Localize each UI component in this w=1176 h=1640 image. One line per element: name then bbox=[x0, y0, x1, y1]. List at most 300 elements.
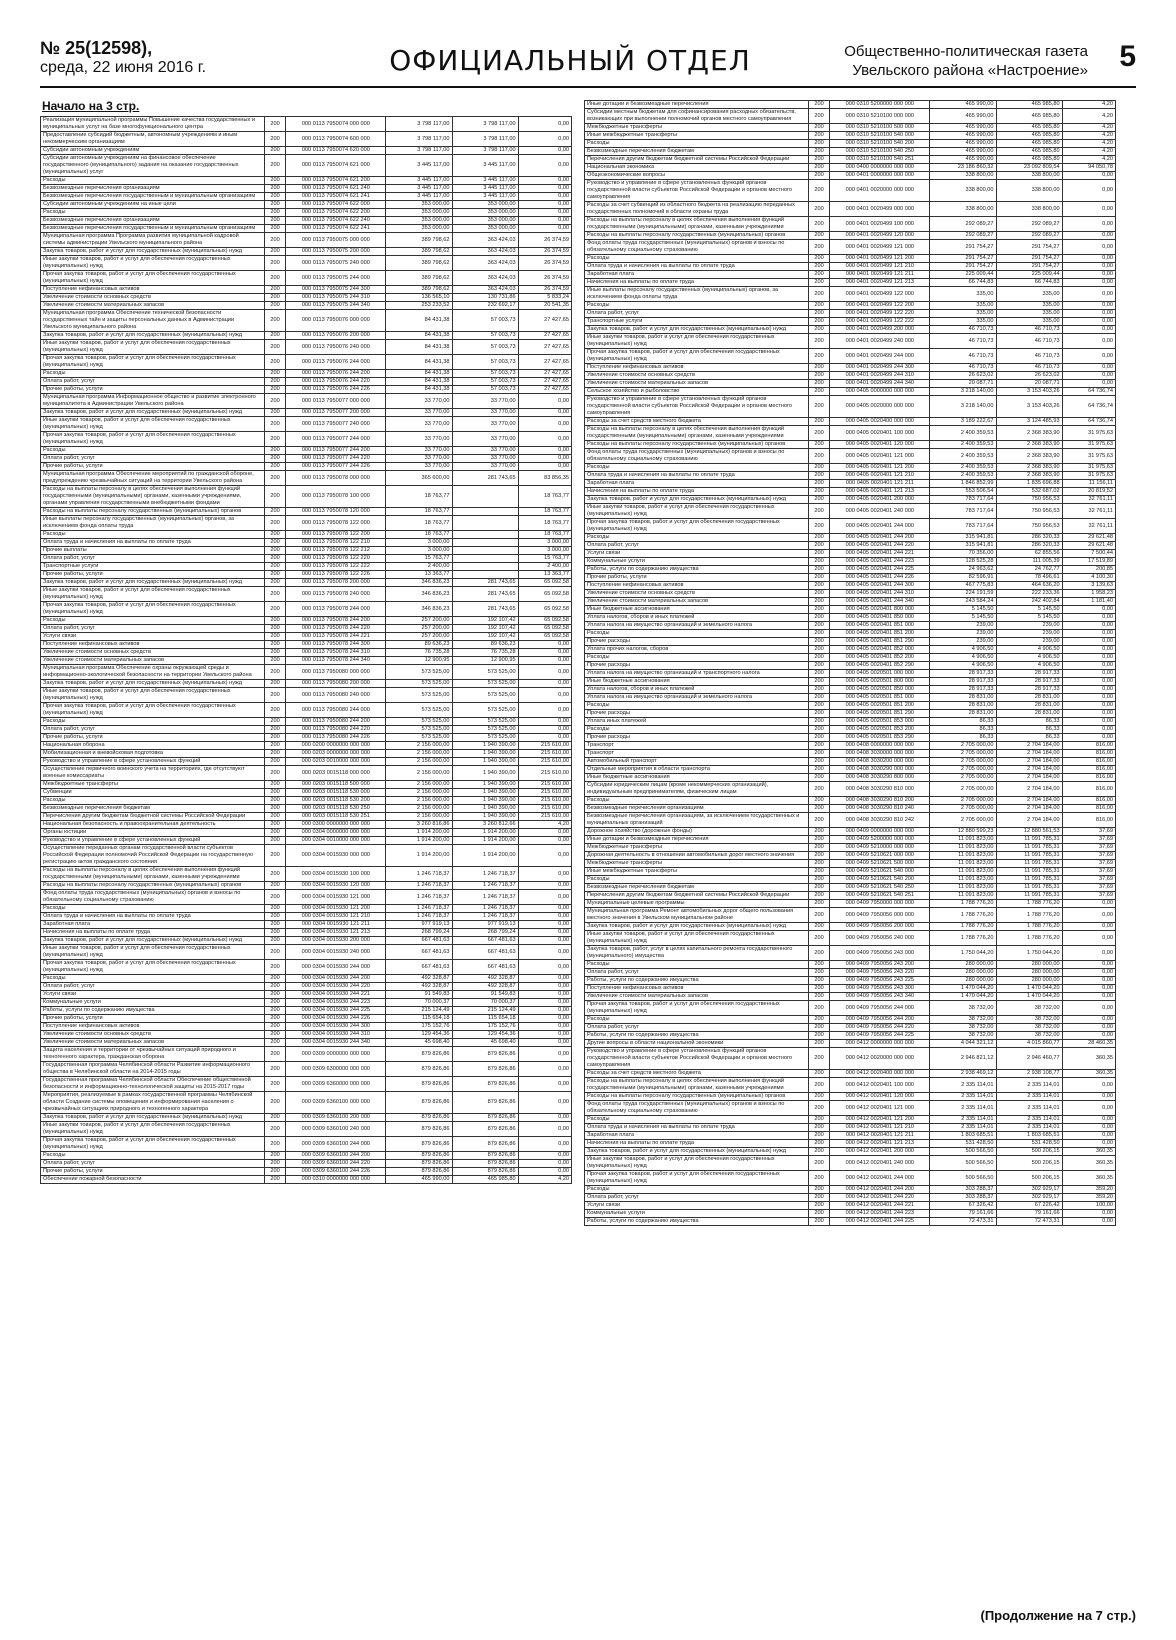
row-approved-cell: 3 000,00 bbox=[386, 547, 452, 555]
table-row bbox=[585, 279, 1116, 287]
budget-table-left bbox=[40, 116, 572, 1184]
row-approved-cell: 128 525,28 bbox=[930, 558, 996, 566]
row-line-code-cell: 200 bbox=[264, 225, 285, 233]
row-approved-cell: 500 566,50 bbox=[930, 1156, 996, 1171]
row-executed-cell: 1 788 776,20 bbox=[996, 931, 1062, 946]
table-row bbox=[585, 678, 1116, 686]
row-approved-cell: 2 400,00 bbox=[386, 563, 452, 571]
row-budget-code-cell: 000 0405 0020401 244 000 bbox=[830, 519, 930, 534]
table-row bbox=[585, 694, 1116, 702]
table-row bbox=[585, 614, 1116, 622]
row-approved-cell: 573 525,00 bbox=[386, 734, 452, 742]
row-executed-cell: 2 335 114,01 bbox=[996, 1101, 1062, 1116]
row-executed-cell: 11 091 785,31 bbox=[996, 892, 1062, 900]
table-row bbox=[41, 547, 572, 555]
row-approved-cell: 2 156 000,00 bbox=[386, 805, 452, 813]
row-budget-code-cell: 000 0401 0020499 120 000 bbox=[830, 232, 930, 240]
row-approved-cell: 346 836,23 bbox=[386, 587, 452, 602]
row-unexecuted-cell: 0,00 bbox=[1062, 1093, 1115, 1101]
row-unexecuted-cell: 816,00 bbox=[1062, 742, 1115, 750]
row-name-cell: Межбюджетные трансферты bbox=[585, 844, 809, 852]
row-line-code-cell: 200 bbox=[264, 991, 285, 999]
row-executed-cell: 335,00 bbox=[996, 310, 1062, 318]
row-line-code-cell: 200 bbox=[264, 1114, 285, 1122]
row-line-code-cell: 200 bbox=[808, 550, 829, 558]
row-budget-code-cell: 000 0401 0020499 121 210 bbox=[830, 263, 930, 271]
row-line-code-cell: 200 bbox=[808, 109, 829, 124]
row-line-code-cell: 200 bbox=[808, 961, 829, 969]
row-budget-code-cell: 000 0113 7950075 244 310 bbox=[286, 294, 386, 302]
row-approved-cell: 253 233,52 bbox=[386, 302, 452, 310]
row-budget-code-cell: 000 0401 0020499 122 200 bbox=[830, 302, 930, 310]
row-budget-code-cell: 000 0113 7950078 244 300 bbox=[286, 641, 386, 649]
row-unexecuted-cell: 0,00 bbox=[1062, 380, 1115, 388]
row-executed-cell bbox=[452, 516, 518, 531]
row-executed-cell: 1 470 044,20 bbox=[996, 985, 1062, 993]
row-unexecuted-cell: 0,00 bbox=[1062, 1001, 1115, 1016]
row-line-code-cell: 200 bbox=[808, 519, 829, 534]
row-name-cell: Расходы на выплаты персоналу в целях обеспечения выполнения функций государственными (муниципальными) органами, казенными учреждениями bbox=[585, 426, 809, 441]
row-line-code-cell: 200 bbox=[264, 797, 285, 805]
row-name-cell: Прочая закупка товаров, работ и услуг для обеспечения государственных (муниципальных) нужд bbox=[41, 355, 265, 370]
row-executed-cell: 879 826,86 bbox=[452, 1137, 518, 1152]
row-name-cell: Закупка товаров, работ и услуг для государственных (муниципальных) нужд bbox=[41, 937, 265, 945]
row-name-cell: Прочие работы, услуги bbox=[41, 463, 265, 471]
row-approved-cell: 389 798,62 bbox=[386, 248, 452, 256]
row-unexecuted-cell: 32 761,11 bbox=[1062, 504, 1115, 519]
table-row bbox=[585, 1218, 1116, 1226]
row-name-cell: Прочие расходы bbox=[585, 710, 809, 718]
row-line-code-cell: 200 bbox=[264, 177, 285, 185]
row-executed-cell: 38 732,00 bbox=[996, 1032, 1062, 1040]
row-unexecuted-cell: 0,00 bbox=[1062, 1218, 1115, 1226]
table-row bbox=[585, 758, 1116, 766]
row-line-code-cell: 200 bbox=[808, 488, 829, 496]
row-executed-cell: 3 798 117,00 bbox=[452, 132, 518, 147]
row-line-code-cell: 200 bbox=[808, 900, 829, 908]
table-row bbox=[41, 929, 572, 937]
row-line-code-cell: 200 bbox=[808, 388, 829, 396]
row-approved-cell: 303 288,37 bbox=[930, 1194, 996, 1202]
table-row bbox=[41, 579, 572, 587]
row-executed-cell: 242 402,84 bbox=[996, 598, 1062, 606]
row-executed-cell: 291 754,27 bbox=[996, 255, 1062, 263]
row-unexecuted-cell: 0,00 bbox=[1062, 172, 1115, 180]
row-name-cell: Прочие работы, услуги bbox=[41, 734, 265, 742]
table-row bbox=[585, 1040, 1116, 1048]
row-line-code-cell: 200 bbox=[808, 813, 829, 828]
row-budget-code-cell: 000 0113 7950075 200 000 bbox=[286, 248, 386, 256]
row-unexecuted-cell: 20 541,35 bbox=[518, 302, 571, 310]
row-line-code-cell: 200 bbox=[264, 882, 285, 890]
row-approved-cell: 783 717,64 bbox=[930, 504, 996, 519]
row-approved-cell: 353 000,00 bbox=[386, 209, 452, 217]
row-unexecuted-cell: 215 610,00 bbox=[518, 797, 571, 805]
row-name-cell: Коммунальные услуги bbox=[585, 558, 809, 566]
row-budget-code-cell: 000 0304 0015930 244 310 bbox=[286, 1031, 386, 1039]
table-row bbox=[585, 646, 1116, 654]
table-row bbox=[585, 931, 1116, 946]
row-approved-cell: 2 705 000,00 bbox=[930, 758, 996, 766]
row-name-cell: Расходы bbox=[41, 370, 265, 378]
row-executed-cell: 573 525,00 bbox=[452, 703, 518, 718]
row-approved-cell: 46 710,73 bbox=[930, 326, 996, 334]
row-line-code-cell: 200 bbox=[808, 156, 829, 164]
row-approved-cell: 84 431,38 bbox=[386, 355, 452, 370]
row-name-cell: Расходы bbox=[585, 876, 809, 884]
row-executed-cell: 302 929,17 bbox=[996, 1186, 1062, 1194]
table-row bbox=[585, 598, 1116, 606]
row-executed-cell: 46 710,73 bbox=[996, 334, 1062, 349]
row-budget-code-cell: 000 0409 5210621 540 200 bbox=[830, 876, 930, 884]
row-approved-cell: 879 826,86 bbox=[386, 1077, 452, 1092]
row-budget-code-cell: 000 0412 0020401 121 213 bbox=[830, 1140, 930, 1148]
row-executed-cell: 2 368 383,90 bbox=[996, 464, 1062, 472]
row-name-cell: Расходы bbox=[585, 140, 809, 148]
row-executed-cell: 573 525,00 bbox=[452, 726, 518, 734]
table-row bbox=[41, 1176, 572, 1184]
row-unexecuted-cell: 816,00 bbox=[1062, 813, 1115, 828]
row-executed-cell: 239,00 bbox=[996, 630, 1062, 638]
row-line-code-cell: 200 bbox=[808, 1156, 829, 1171]
row-name-cell: Расходы за счет средств местного бюджета bbox=[585, 418, 809, 426]
row-budget-code-cell: 000 0405 0020401 800 000 bbox=[830, 606, 930, 614]
row-name-cell: Иные выплаты персоналу государственных (муниципальных) органов, за исключением фонда оплаты труда bbox=[41, 516, 265, 531]
table-row bbox=[585, 372, 1116, 380]
row-line-code-cell: 200 bbox=[264, 547, 285, 555]
row-budget-code-cell: 000 0409 7950056 243 300 bbox=[830, 985, 930, 993]
row-approved-cell: 465 990,00 bbox=[930, 148, 996, 156]
row-approved-cell: 2 156 000,00 bbox=[386, 758, 452, 766]
row-approved-cell: 24 963,62 bbox=[930, 566, 996, 574]
row-executed-cell: 38 732,00 bbox=[996, 1016, 1062, 1024]
table-row bbox=[585, 742, 1116, 750]
row-executed-cell: 38 732,00 bbox=[996, 1001, 1062, 1016]
row-unexecuted-cell: 2 400,00 bbox=[518, 563, 571, 571]
table-row bbox=[585, 109, 1116, 124]
row-executed-cell: 464 636,20 bbox=[996, 582, 1062, 590]
row-line-code-cell: 200 bbox=[264, 409, 285, 417]
row-name-cell: Поступление нефинансовых активов bbox=[41, 641, 265, 649]
row-budget-code-cell: 000 0113 7950077 244 000 bbox=[286, 432, 386, 447]
row-line-code-cell: 200 bbox=[808, 1210, 829, 1218]
row-executed-cell: 879 826,86 bbox=[452, 1160, 518, 1168]
row-executed-cell: 57 003,73 bbox=[452, 370, 518, 378]
table-row bbox=[41, 1062, 572, 1077]
row-line-code-cell: 200 bbox=[808, 1093, 829, 1101]
row-name-cell: Руководство и управление в сфере установленных функций bbox=[41, 758, 265, 766]
row-unexecuted-cell: 0,00 bbox=[518, 999, 571, 1007]
table-row bbox=[585, 1116, 1116, 1124]
table-row bbox=[585, 519, 1116, 534]
row-approved-cell: 33 770,00 bbox=[386, 417, 452, 432]
row-budget-code-cell: 000 0113 7950076 000 000 bbox=[286, 310, 386, 332]
row-approved-cell: 879 826,86 bbox=[386, 1062, 452, 1077]
row-unexecuted-cell: 27 427,65 bbox=[518, 386, 571, 394]
row-name-cell: Увеличение стоимости материальных запасов bbox=[585, 598, 809, 606]
row-executed-cell: 353 000,00 bbox=[452, 201, 518, 209]
row-budget-code-cell: 000 0113 7950077 244 220 bbox=[286, 455, 386, 463]
table-row bbox=[41, 813, 572, 821]
row-name-cell: Транспорт bbox=[585, 750, 809, 758]
row-approved-cell: 11 091 823,00 bbox=[930, 876, 996, 884]
table-row bbox=[585, 271, 1116, 279]
row-unexecuted-cell: 0,00 bbox=[518, 117, 571, 132]
row-budget-code-cell: 000 0310 5210100 540 200 bbox=[830, 140, 930, 148]
row-line-code-cell: 200 bbox=[264, 117, 285, 132]
table-row bbox=[585, 1132, 1116, 1140]
row-unexecuted-cell: 0,00 bbox=[1062, 654, 1115, 662]
row-line-code-cell: 200 bbox=[808, 766, 829, 774]
row-name-cell: Оплата работ, услуг bbox=[41, 555, 265, 563]
table-row bbox=[585, 1070, 1116, 1078]
row-name-cell: Прочая закупка товаров, работ и услуг для обеспечения государственных (муниципальных) нужд bbox=[41, 703, 265, 718]
row-approved-cell: 129 454,36 bbox=[386, 1031, 452, 1039]
row-approved-cell: 2 705 000,00 bbox=[930, 782, 996, 797]
row-unexecuted-cell: 31 975,63 bbox=[1062, 426, 1115, 441]
row-budget-code-cell: 000 0405 0020400 000 000 bbox=[830, 418, 930, 426]
row-budget-code-cell: 000 0412 0020401 244 221 bbox=[830, 1202, 930, 1210]
row-budget-code-cell: 000 0401 0020499 244 000 bbox=[830, 349, 930, 364]
row-budget-code-cell: 000 0401 0020499 121 200 bbox=[830, 255, 930, 263]
row-name-cell: Расходы на выплаты персоналу в целях обеспечения выполнения функций государственными (муниципальными) органами, казенными учреждениями bbox=[585, 217, 809, 232]
row-approved-cell: 2 400 359,53 bbox=[930, 449, 996, 464]
row-line-code-cell: 200 bbox=[264, 921, 285, 929]
row-budget-code-cell: 000 0408 0000000 000 000 bbox=[830, 742, 930, 750]
row-line-code-cell: 200 bbox=[264, 1039, 285, 1047]
row-approved-cell: 365 600,00 bbox=[386, 471, 452, 486]
row-unexecuted-cell: 0,00 bbox=[518, 945, 571, 960]
table-row bbox=[41, 789, 572, 797]
row-approved-cell: 257 200,00 bbox=[386, 617, 452, 625]
row-executed-cell: 11 091 785,31 bbox=[996, 852, 1062, 860]
row-budget-code-cell: 000 0412 0020401 244 200 bbox=[830, 1186, 930, 1194]
row-executed-cell: 1 803 685,51 bbox=[996, 1132, 1062, 1140]
row-budget-code-cell: 000 0113 7950076 244 226 bbox=[286, 386, 386, 394]
row-name-cell: Расходы за счет субвенций из областного бюджета на реализацию переданных государственных полномочий в области охраны труда bbox=[585, 202, 809, 217]
table-row bbox=[585, 638, 1116, 646]
table-row bbox=[585, 480, 1116, 488]
newspaper-name-line1: Общественно-политическая газета bbox=[844, 43, 1088, 60]
row-approved-cell: 338 800,00 bbox=[930, 180, 996, 202]
row-name-cell: Расходы bbox=[585, 1116, 809, 1124]
table-row bbox=[585, 202, 1116, 217]
row-executed-cell: 667 481,63 bbox=[452, 960, 518, 975]
row-unexecuted-cell: 0,00 bbox=[518, 937, 571, 945]
table-row bbox=[585, 977, 1116, 985]
row-unexecuted-cell: 0,00 bbox=[1062, 310, 1115, 318]
row-name-cell: Фонд оплаты труда государственных (муниципальных) органов и взносы по обязательному социальному страхованию bbox=[41, 890, 265, 905]
row-budget-code-cell: 000 0203 0015118 000 000 bbox=[286, 766, 386, 781]
row-name-cell: Безвозмездные перечисления организациям bbox=[41, 217, 265, 225]
row-name-cell: Увеличение стоимости материальных запасов bbox=[585, 993, 809, 1001]
row-unexecuted-cell: 65 092,58 bbox=[518, 625, 571, 633]
row-line-code-cell: 200 bbox=[808, 124, 829, 132]
row-budget-code-cell: 000 0409 5210621 500 000 bbox=[830, 860, 930, 868]
row-executed-cell: 2 335 114,01 bbox=[996, 1124, 1062, 1132]
table-row bbox=[585, 813, 1116, 828]
row-line-code-cell: 200 bbox=[808, 876, 829, 884]
row-line-code-cell: 200 bbox=[264, 703, 285, 718]
row-line-code-cell: 200 bbox=[264, 508, 285, 516]
row-line-code-cell: 200 bbox=[808, 646, 829, 654]
row-line-code-cell: 200 bbox=[808, 774, 829, 782]
row-budget-code-cell: 000 0409 5210621 540 251 bbox=[830, 892, 930, 900]
row-name-cell: Оплата работ, услуг bbox=[585, 969, 809, 977]
row-approved-cell: 11 091 823,00 bbox=[930, 884, 996, 892]
row-executed-cell: 33 770,00 bbox=[452, 409, 518, 417]
row-executed-cell: 2 704 184,00 bbox=[996, 813, 1062, 828]
row-approved-cell: 11 091 823,00 bbox=[930, 852, 996, 860]
row-approved-cell: 2 705 000,00 bbox=[930, 750, 996, 758]
row-approved-cell: 465 990,00 bbox=[930, 132, 996, 140]
row-name-cell: Расходы bbox=[585, 464, 809, 472]
row-name-cell: Расходы за счет средств местного бюджета bbox=[585, 1070, 809, 1078]
row-unexecuted-cell: 0,00 bbox=[518, 882, 571, 890]
row-unexecuted-cell: 3 000,00 bbox=[518, 539, 571, 547]
row-unexecuted-cell: 0,00 bbox=[518, 829, 571, 837]
table-row bbox=[41, 750, 572, 758]
row-unexecuted-cell: 816,00 bbox=[1062, 758, 1115, 766]
row-approved-cell: 2 335 114,01 bbox=[930, 1093, 996, 1101]
row-name-cell: Предоставление субсидий бюджетным, автономным учреждениям и иным некоммерческим организациям bbox=[41, 132, 265, 147]
row-approved-cell: 2 156 000,00 bbox=[386, 813, 452, 821]
row-approved-cell: 492 328,87 bbox=[386, 975, 452, 983]
row-executed-cell: 2 368 383,90 bbox=[996, 426, 1062, 441]
row-budget-code-cell: 000 0409 7950056 243 000 bbox=[830, 946, 930, 961]
row-line-code-cell: 200 bbox=[264, 789, 285, 797]
row-budget-code-cell: 000 0309 6360100 200 000 bbox=[286, 1114, 386, 1122]
row-executed-cell bbox=[452, 531, 518, 539]
row-budget-code-cell: 000 0304 0015930 100 000 bbox=[286, 867, 386, 882]
row-executed-cell: 192 107,42 bbox=[452, 633, 518, 641]
row-line-code-cell: 200 bbox=[808, 232, 829, 240]
row-budget-code-cell: 000 0401 0020499 244 340 bbox=[830, 380, 930, 388]
row-approved-cell: 46 710,73 bbox=[930, 349, 996, 364]
row-budget-code-cell: 000 0203 0015118 530 200 bbox=[286, 797, 386, 805]
table-row bbox=[585, 380, 1116, 388]
row-name-cell: Прочая закупка товаров, работ и услуг для обеспечения государственных (муниципальных) нужд bbox=[41, 432, 265, 447]
row-approved-cell: 2 156 000,00 bbox=[386, 789, 452, 797]
row-unexecuted-cell: 29 621,48 bbox=[1062, 534, 1115, 542]
row-executed-cell: 363 424,03 bbox=[452, 256, 518, 271]
row-budget-code-cell: 000 0113 7950078 122 200 bbox=[286, 531, 386, 539]
row-line-code-cell: 200 bbox=[264, 905, 285, 913]
row-approved-cell: 667 481,63 bbox=[386, 945, 452, 960]
table-row bbox=[41, 821, 572, 829]
row-budget-code-cell: 000 0304 0015930 244 000 bbox=[286, 960, 386, 975]
row-executed-cell: 280 000,00 bbox=[996, 961, 1062, 969]
row-budget-code-cell: 000 0113 7950075 244 300 bbox=[286, 286, 386, 294]
row-unexecuted-cell: 360,35 bbox=[1062, 1148, 1115, 1156]
row-unexecuted-cell: 4,20 bbox=[1062, 132, 1115, 140]
newspaper-name-line2: Увельского района «Настроение» bbox=[852, 62, 1088, 79]
row-budget-code-cell: 000 0405 0020401 850 000 bbox=[830, 614, 930, 622]
row-line-code-cell: 200 bbox=[808, 805, 829, 813]
row-executed-cell: 225 009,44 bbox=[996, 271, 1062, 279]
row-approved-cell: 783 717,64 bbox=[930, 496, 996, 504]
row-name-cell: Иные закупки товаров, работ и услуг для обеспечения государственных (муниципальных) нужд bbox=[41, 256, 265, 271]
row-executed-cell: 11 091 785,31 bbox=[996, 860, 1062, 868]
row-unexecuted-cell: 4,20 bbox=[1062, 156, 1115, 164]
table-row bbox=[585, 1148, 1116, 1156]
row-unexecuted-cell: 0,00 bbox=[1062, 1116, 1115, 1124]
row-budget-code-cell: 000 0412 0020401 121 211 bbox=[830, 1132, 930, 1140]
row-unexecuted-cell: 4,20 bbox=[518, 1176, 571, 1184]
row-budget-code-cell: 000 0408 3030290 000 000 bbox=[830, 766, 930, 774]
row-approved-cell: 18 763,77 bbox=[386, 516, 452, 531]
row-unexecuted-cell: 65 092,58 bbox=[518, 617, 571, 625]
row-line-code-cell: 200 bbox=[264, 155, 285, 177]
row-unexecuted-cell: 37,69 bbox=[1062, 876, 1115, 884]
row-budget-code-cell: 000 0412 0020401 100 000 bbox=[830, 1078, 930, 1093]
row-budget-code-cell: 000 0310 0000000 000 000 bbox=[286, 1176, 386, 1184]
row-approved-cell: 84 431,38 bbox=[386, 310, 452, 332]
row-approved-cell: 84 431,38 bbox=[386, 386, 452, 394]
row-executed-cell: 750 956,53 bbox=[996, 519, 1062, 534]
row-unexecuted-cell: 359,20 bbox=[1062, 1186, 1115, 1194]
row-executed-cell: 532 687,02 bbox=[996, 488, 1062, 496]
table-row bbox=[41, 602, 572, 617]
table-row bbox=[585, 263, 1116, 271]
row-name-cell: Автомобильный транспорт bbox=[585, 758, 809, 766]
row-line-code-cell: 200 bbox=[264, 641, 285, 649]
table-row bbox=[41, 355, 572, 370]
row-line-code-cell: 200 bbox=[808, 217, 829, 232]
table-row bbox=[585, 1156, 1116, 1171]
row-name-cell: Закупка товаров, работ и услуг для государственных (муниципальных) нужд bbox=[41, 409, 265, 417]
row-line-code-cell: 200 bbox=[808, 1024, 829, 1032]
table-row bbox=[41, 201, 572, 209]
row-line-code-cell: 200 bbox=[808, 326, 829, 334]
row-approved-cell: 1 246 718,37 bbox=[386, 890, 452, 905]
row-line-code-cell: 200 bbox=[808, 1194, 829, 1202]
row-approved-cell: 3 445 117,00 bbox=[386, 155, 452, 177]
table-row bbox=[41, 271, 572, 286]
row-executed-cell: 3 798 117,00 bbox=[452, 147, 518, 155]
page-header bbox=[40, 38, 1136, 82]
row-line-code-cell: 200 bbox=[264, 1152, 285, 1160]
row-executed-cell: 335,00 bbox=[996, 287, 1062, 302]
row-name-cell: Оплата труда и начисления на выплаты по оплате труда bbox=[585, 472, 809, 480]
row-approved-cell: 33 770,00 bbox=[386, 409, 452, 417]
row-executed-cell: 1 835 696,88 bbox=[996, 480, 1062, 488]
row-name-cell: Поступление нефинансовых активов bbox=[585, 364, 809, 372]
table-row bbox=[41, 983, 572, 991]
row-executed-cell: 879 826,86 bbox=[452, 1077, 518, 1092]
row-budget-code-cell: 000 0409 5200000 000 000 bbox=[830, 836, 930, 844]
row-approved-cell: 573 525,00 bbox=[386, 726, 452, 734]
row-name-cell: Закупка товаров, работ и услуг для государственных (муниципальных) нужд bbox=[41, 332, 265, 340]
row-approved-cell: 291 754,27 bbox=[930, 263, 996, 271]
row-name-cell: Перечисления другим бюджетам бюджетной системы Российской Федерации bbox=[585, 156, 809, 164]
row-budget-code-cell: 000 0401 0020499 200 000 bbox=[830, 326, 930, 334]
row-line-code-cell: 200 bbox=[808, 302, 829, 310]
row-name-cell: Работы, услуги по содержанию имущества bbox=[585, 977, 809, 985]
row-name-cell: Расходы bbox=[41, 209, 265, 217]
row-name-cell: Субсидии местным бюджетам для софинансирования расходных обязательств, возникающих при выполнении полномочий органов местного самоуправления bbox=[585, 109, 809, 124]
table-row bbox=[585, 156, 1116, 164]
row-name-cell: Начисления на выплаты по оплате труда bbox=[585, 1140, 809, 1148]
table-row bbox=[585, 574, 1116, 582]
row-line-code-cell: 200 bbox=[808, 310, 829, 318]
table-row bbox=[585, 349, 1116, 364]
row-unexecuted-cell: 0,00 bbox=[518, 394, 571, 409]
row-line-code-cell: 200 bbox=[808, 622, 829, 630]
row-line-code-cell: 200 bbox=[264, 1047, 285, 1062]
row-budget-code-cell: 000 0401 0020000 000 000 bbox=[830, 180, 930, 202]
row-executed-cell: 4 015 860,77 bbox=[996, 1040, 1062, 1048]
